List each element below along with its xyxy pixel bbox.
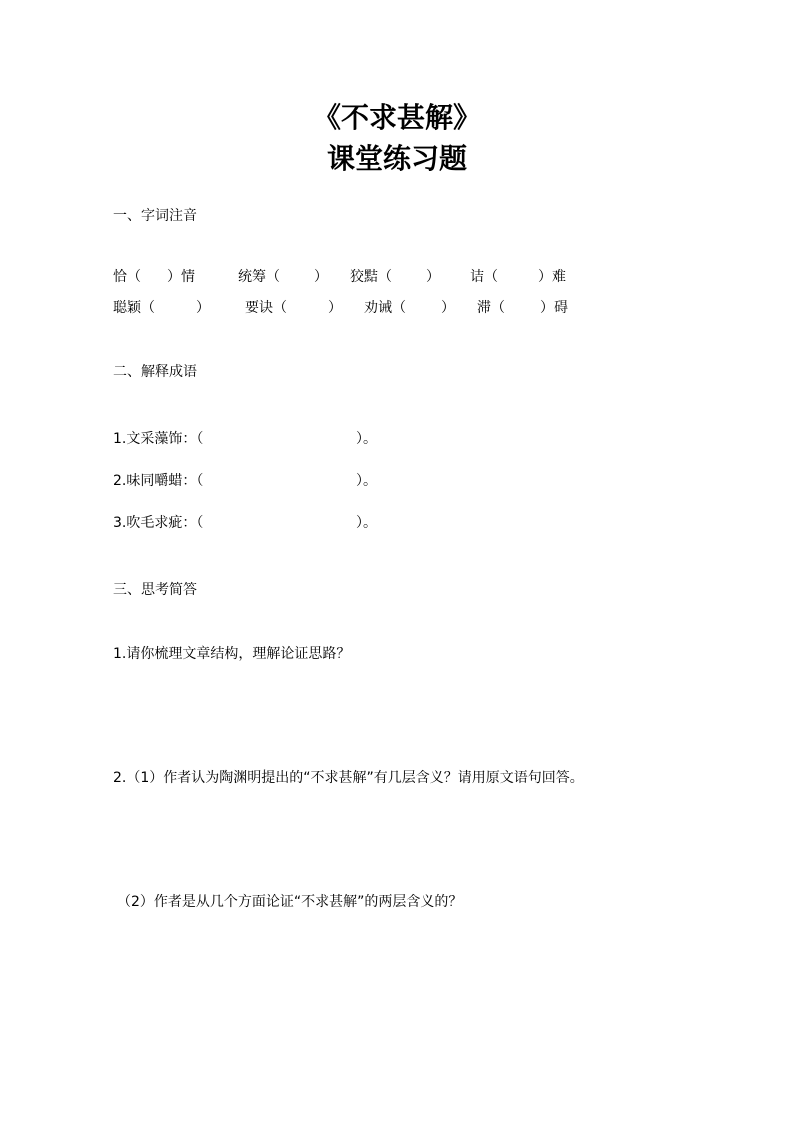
word-prefix: 劝诫（ bbox=[364, 300, 406, 316]
word-suffix: ） bbox=[441, 300, 455, 316]
section-heading: 一、字词注音 bbox=[113, 208, 197, 224]
word-prefix: 滞（ bbox=[477, 300, 505, 316]
section-heading: 二、解释成语 bbox=[113, 364, 197, 380]
page-title: 《不求甚解》 bbox=[312, 101, 481, 134]
word-suffix: ） bbox=[426, 269, 440, 285]
word-suffix: ）难 bbox=[538, 269, 566, 285]
word-suffix: ） bbox=[328, 300, 342, 316]
word-suffix: ）碍 bbox=[540, 300, 568, 316]
section-heading: 三、思考简答 bbox=[113, 582, 197, 598]
word-prefix: 要诀（ bbox=[245, 300, 287, 316]
idiom-label: 1.文采藻饰：（ bbox=[113, 431, 204, 447]
word-suffix: ） bbox=[196, 300, 210, 316]
question: 2.（1）作者认为陶渊明提出的“不求甚解”有几层含义？请用原文语句回答。 bbox=[113, 770, 584, 786]
word-suffix: ）情 bbox=[167, 269, 195, 285]
question: 1.请你梳理文章结构，理解论证思路？ bbox=[113, 646, 351, 662]
idiom-label: 2.味同嚼蜡：（ bbox=[113, 473, 204, 489]
page-subtitle: 课堂练习题 bbox=[326, 142, 467, 175]
word-prefix: 诘（ bbox=[470, 269, 498, 285]
word-suffix: ） bbox=[314, 269, 328, 285]
idiom-end: ）。 bbox=[356, 473, 377, 489]
question: （2）作者是从几个方面论证“不求甚解”的两层含义的？ bbox=[117, 894, 463, 910]
word-prefix: 聪颖（ bbox=[113, 300, 155, 316]
word-prefix: 狡黠（ bbox=[350, 269, 392, 285]
idiom-end: ）。 bbox=[356, 515, 377, 531]
word-prefix: 统筹（ bbox=[238, 269, 280, 285]
word-prefix: 恰（ bbox=[113, 269, 141, 285]
idiom-end: ）。 bbox=[356, 431, 377, 447]
idiom-label: 3.吹毛求疵：（ bbox=[113, 515, 204, 531]
